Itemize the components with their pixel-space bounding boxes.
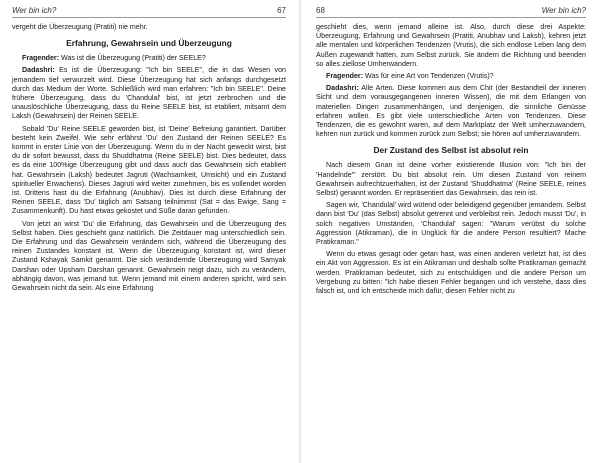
left-running-header [12,6,286,18]
dialogue-text: Was ist die Überzeugung (Pratiti) der SEELE? [59,54,206,63]
right-running-header [316,6,586,18]
section-heading: Erfahrung, Gewahrsein und Überzeugung [66,38,232,49]
dialogue-paragraph [316,72,586,81]
dialogue-text: Was für eine Art von Tendenzen (Vrutis)? [363,72,494,81]
right-page-number: 68 [316,6,325,15]
dialogue-paragraph [12,54,286,63]
dialogue-text: Alle Arten. Diese kommen aus dem Chit (der Bestandteil der inneren Sicht und dem vorausgegangenen inneren Wissen), die mit dem Erlangen von materiellen Dingen zusammenhängen, und denjenigen, die sinnliche Genüsse erfahren wollen. Es gibt viele unterschiedliche Arten von Tendenzen. Diese Tendenzen, die es gewohnt waren, auf dem Marktplatz der Welt umherzuwandern, kehren nun zurück und kommen zurück zum Selbst; sie hören auf umherzuwandern. [316,84,586,139]
speaker-label: Dadashri: [22,66,55,75]
body-paragraph: vergeht die Überzeugung (Pratiti) nie mehr. [12,23,148,31]
left-page-number: 67 [277,6,286,15]
left-header-title: Wer bin ich? [12,6,57,15]
right-page [300,0,600,463]
body-paragraph: geschieht dies, wenn jemand alleine ist. Also, durch diese drei Aspekte: Überzeugung, Erfahrung und Gewahrsein (Pratiti, Anubhav und Laksh), kehren jetzt alle mentalen und körperlichen Tendenzen (Vrutis), die sich endlose Leben lang dem Außen zugewandt hatten, zum Selbst zurück. Sie ändern die Richtung und beenden so alles ziellose Umherwandern. [316,23,586,68]
dialogue-paragraph [12,66,286,121]
speaker-label: Dadashri: [326,84,359,93]
body-paragraph: Sobald 'Du' Reine SEELE geworden bist, ist 'Deine' Befreiung garantiert. Darüber besteht kein Zweifel. Wie sehr erfährst 'Du' den Zustand der Reinen SEELE? Es kommt in erster Linie von der Überzeugung. Wenn du in der Nacht geweckt wirst, bist du dir sofort bewusst, dass du Shuddhatma (Reine SEELE) bist. Dies bedeutet, dass es da eine 100%ige Überzeugung gibt und dass auch das Gewahrsein sich etabliert hat. Gewahrsein (Laksh) bedeutet Jagruti (Wachsamkeit, Umsicht) und ein Zustand spiritueller Erwachens). Dieses Jagruti wird weiter zunehmen, bis es vollendet worden ist. Drittens hast du die Erfahrung (Anubhav). Dies ist durch diese Erfahrung der Reinen SEELE, dass 'Du' täglich am Satsang teilnimmst (Sat = das Ewige, Sang = Zusammenkunft). Du hast etwas gekostet und Süße daran gefunden. [12,124,286,216]
body-paragraph: Wenn du etwas gesagt oder getan hast, was einen anderen verletzt hat, ist dies ein Akt von Aggression. Es ist ein Atikraman und deshalb sollte Pratikraman gemacht werden. Pratikraman bedeutet, sich zu entschuldigen und die andere Person um Vergebung zu bitten: "Ich habe diesen Fehler begangen und ich verstehe, dass dies falsch ist, und ich entscheide mich dafür, diesen Fehler nicht zu [316,250,586,296]
dialogue-text: Es ist die Überzeugung: "Ich bin SEELE", die in das Wesen von jemandem tief verwurzelt wird. Diese Überzeugung hat sich anfangs durchgesetzt durch das Medium der Worte. Schließlich wird man erfahren: "Ich bin SEELE". Deine frühere Überzeugung, dass du 'Chandulal' bist, ist jetzt zerbrochen und die unauslöschliche Überzeugung, dass du Reine SEELE bist, ist etabliert, mitsamt dem Laksh (Gewahrsein) der Reinen SEELE. [12,66,286,121]
speaker-label: Fragender: [326,72,364,81]
right-header-title: Wer bin ich? [541,6,586,15]
right-page-body [316,23,586,296]
body-paragraph: Nach diesem Gnan ist deine vorher existierende Illusion von: "Ich bin der 'Handelnde'" zerstört. Du bist absolut rein. Um diesen Zustand von reinem Gewahrsein aufrechtzuerhalten, ist der Zustand 'Shuddhatma' (Reine SEELE, reines Selbst) genannt worden. Er repräsentiert das Gewahrsein, das rein ist. [316,161,586,198]
dialogue-paragraph [316,84,586,139]
section-heading: Der Zustand des Selbst ist absolut rein [373,145,529,156]
left-page-body [12,23,286,293]
body-paragraph: Sagen wir, 'Chandulal' wird wütend oder beleidigend gegenüber jemandem. Selbst dann bist 'Du' (das Selbst) absolut getrennt und verbleibst rein. Jedoch musst 'Du', in solch negativen Umständen, 'Chandulal' sagen: "Warum verübst du solche Aggression (Atikraman), die in Unglück für die andere Person resultiert? Mache Pratikraman." [316,201,586,247]
body-paragraph: Von jetzt an wirst 'Du' die Erfahrung, das Gewahrsein und die Überzeugung des Selbst haben. Dies geschieht ganz natürlich. Die Zeitdauer mag unterschiedlich sein. Die Erfahrung und das Gewahrsein verändern sich, während die Überzeugung des reinen Zustandes konstant ist. Wenn die Überzeugung konstant ist, wird dieser Zustand Kshayak Samkit genannt. Die sich verändernde Überzeugung wird Samyak Darshan oder Upsham Darshan genannt. Gewahrsein neigt dazu, sich zu verändern, abhängig davon, was jemand tut. Wenn jemand mit einem anderen spricht, wird sein Gewahrsein nicht da sein. Als eine Erfahrung [12,219,286,293]
speaker-label: Fragender: [22,54,60,63]
